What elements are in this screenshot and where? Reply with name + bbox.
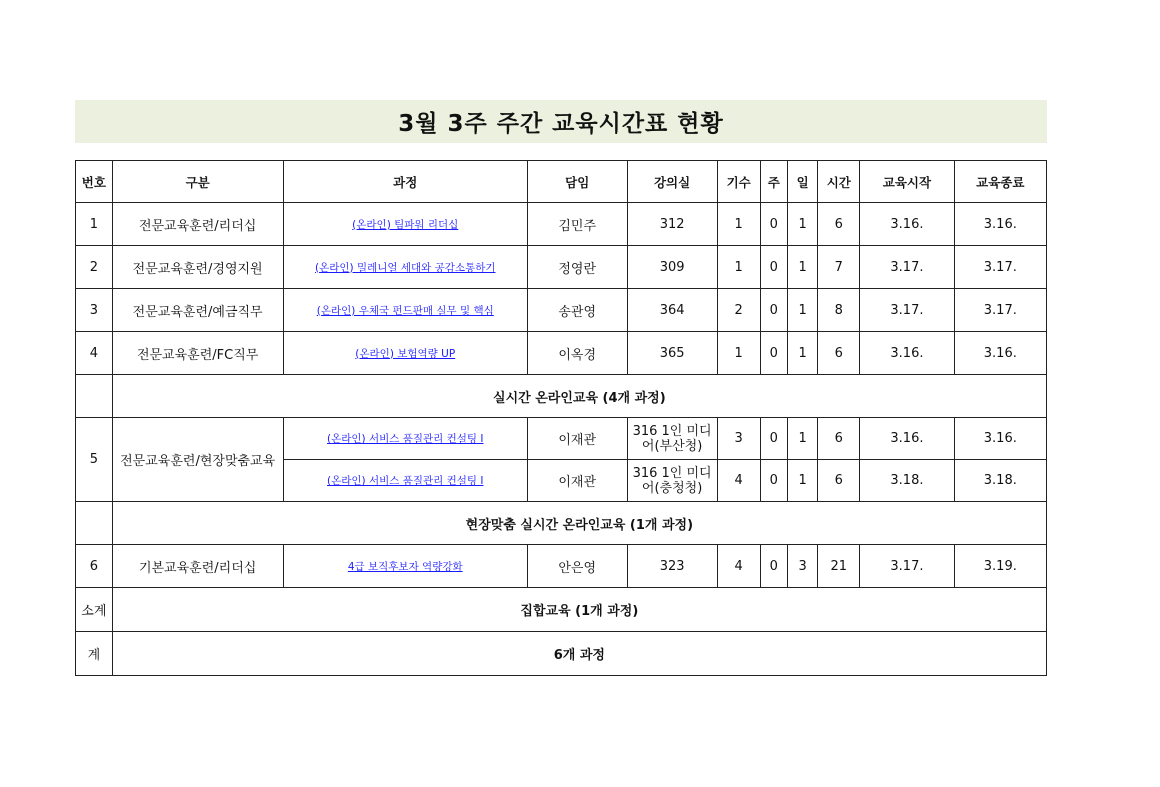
cell-week: 0 xyxy=(760,460,787,502)
cell-no: 6 xyxy=(76,545,113,588)
cell-week: 0 xyxy=(760,203,787,246)
summary-text: 현장맞춤 실시간 온라인교육 (1개 과정) xyxy=(112,502,1046,545)
cell-teacher: 이옥경 xyxy=(527,332,627,375)
cell-category: 전문교육훈련/현장맞춤교육 xyxy=(112,418,283,502)
course-link[interactable]: (온라인) 밀레니얼 세대와 공감소통하기 xyxy=(315,261,496,274)
table-row xyxy=(76,418,1047,460)
cell-course xyxy=(283,460,527,502)
cell-hours: 6 xyxy=(818,332,860,375)
header-cell: 강의실 xyxy=(627,161,717,203)
summary-row xyxy=(76,375,1047,418)
cell-empty xyxy=(76,502,113,545)
cell-start: 3.16. xyxy=(860,203,954,246)
cell-category: 전문교육훈련/예금직무 xyxy=(112,289,283,332)
course-link[interactable]: (온라인) 서비스 품질관리 컨설팅 Ⅰ xyxy=(327,433,484,445)
header-cell: 구분 xyxy=(112,161,283,203)
cell-day: 1 xyxy=(787,203,817,246)
cell-day: 1 xyxy=(787,289,817,332)
header-cell: 주 xyxy=(760,161,787,203)
table-row xyxy=(76,545,1047,588)
cell-teacher: 이재관 xyxy=(527,418,627,460)
header-row xyxy=(76,161,1047,203)
table-row xyxy=(76,246,1047,289)
cell-gen: 4 xyxy=(717,545,760,588)
cell-no: 4 xyxy=(76,332,113,375)
cell-start: 3.16. xyxy=(860,418,954,460)
cell-course xyxy=(283,332,527,375)
cell-day: 1 xyxy=(787,418,817,460)
cell-hours: 21 xyxy=(818,545,860,588)
cell-no: 2 xyxy=(76,246,113,289)
cell-room: 316 1인 미디어(부산청) xyxy=(627,418,717,460)
cell-week: 0 xyxy=(760,289,787,332)
cell-course xyxy=(283,418,527,460)
cell-course xyxy=(283,203,527,246)
header-cell: 기수 xyxy=(717,161,760,203)
course-link[interactable]: (온라인) 서비스 품질관리 컨설팅 Ⅰ xyxy=(327,475,484,487)
subtotal-row xyxy=(76,588,1047,632)
cell-empty xyxy=(76,375,113,418)
cell-end: 3.16. xyxy=(954,332,1046,375)
header-cell: 시간 xyxy=(818,161,860,203)
cell-course xyxy=(283,289,527,332)
cell-end: 3.16. xyxy=(954,418,1046,460)
cell-end: 3.18. xyxy=(954,460,1046,502)
cell-category: 전문교육훈련/FC직무 xyxy=(112,332,283,375)
cell-week: 0 xyxy=(760,332,787,375)
total-label: 계 xyxy=(76,632,113,676)
cell-gen: 1 xyxy=(717,332,760,375)
header-cell: 번호 xyxy=(76,161,113,203)
cell-hours: 6 xyxy=(818,418,860,460)
course-link[interactable]: 4급 보직후보자 역량강화 xyxy=(347,560,463,573)
cell-category: 전문교육훈련/경영지원 xyxy=(112,246,283,289)
cell-hours: 6 xyxy=(818,203,860,246)
cell-course xyxy=(283,246,527,289)
cell-teacher: 김민주 xyxy=(527,203,627,246)
cell-room: 309 xyxy=(627,246,717,289)
total-row xyxy=(76,632,1047,676)
subtotal-label: 소계 xyxy=(76,588,113,632)
cell-day: 1 xyxy=(787,460,817,502)
cell-start: 3.16. xyxy=(860,332,954,375)
summary-row xyxy=(76,502,1047,545)
cell-room: 316 1인 미디어(충청청) xyxy=(627,460,717,502)
total-text: 6개 과정 xyxy=(112,632,1046,676)
subtotal-text: 집합교육 (1개 과정) xyxy=(112,588,1046,632)
cell-gen: 3 xyxy=(717,418,760,460)
cell-gen: 2 xyxy=(717,289,760,332)
cell-no: 5 xyxy=(76,418,113,502)
cell-end: 3.17. xyxy=(954,246,1046,289)
cell-start: 3.17. xyxy=(860,289,954,332)
header-cell: 담임 xyxy=(527,161,627,203)
course-link[interactable]: (온라인) 보험역량 UP xyxy=(355,347,456,360)
cell-category: 전문교육훈련/리더십 xyxy=(112,203,283,246)
cell-teacher: 정영란 xyxy=(527,246,627,289)
course-link[interactable]: (온라인) 우체국 펀드판매 실무 및 핵심 xyxy=(316,304,494,317)
cell-end: 3.19. xyxy=(954,545,1046,588)
summary-text: 실시간 온라인교육 (4개 과정) xyxy=(112,375,1046,418)
table-row xyxy=(76,289,1047,332)
table-row xyxy=(76,203,1047,246)
title-banner xyxy=(75,100,1047,143)
cell-gen: 4 xyxy=(717,460,760,502)
cell-end: 3.17. xyxy=(954,289,1046,332)
header-cell: 교육종료 xyxy=(954,161,1046,203)
cell-room: 312 xyxy=(627,203,717,246)
cell-course xyxy=(283,545,527,588)
table-row xyxy=(76,332,1047,375)
cell-day: 1 xyxy=(787,332,817,375)
schedule-table xyxy=(75,160,1047,676)
cell-no: 1 xyxy=(76,203,113,246)
cell-teacher: 이재관 xyxy=(527,460,627,502)
cell-teacher: 송관영 xyxy=(527,289,627,332)
header-cell: 교육시작 xyxy=(860,161,954,203)
cell-teacher: 안은영 xyxy=(527,545,627,588)
cell-day: 1 xyxy=(787,246,817,289)
cell-week: 0 xyxy=(760,246,787,289)
cell-start: 3.18. xyxy=(860,460,954,502)
cell-gen: 1 xyxy=(717,203,760,246)
cell-start: 3.17. xyxy=(860,246,954,289)
cell-room: 365 xyxy=(627,332,717,375)
course-link[interactable]: (온라인) 팀파워 리더십 xyxy=(352,218,459,231)
header-cell: 과정 xyxy=(283,161,527,203)
cell-week: 0 xyxy=(760,418,787,460)
cell-end: 3.16. xyxy=(954,203,1046,246)
page-title: 3월 3주 주간 교육시간표 현황 xyxy=(398,111,724,137)
cell-day: 3 xyxy=(787,545,817,588)
cell-room: 323 xyxy=(627,545,717,588)
cell-week: 0 xyxy=(760,545,787,588)
cell-room: 364 xyxy=(627,289,717,332)
cell-start: 3.17. xyxy=(860,545,954,588)
cell-hours: 6 xyxy=(818,460,860,502)
header-cell: 일 xyxy=(787,161,817,203)
cell-gen: 1 xyxy=(717,246,760,289)
cell-category: 기본교육훈련/리더십 xyxy=(112,545,283,588)
cell-hours: 8 xyxy=(818,289,860,332)
cell-no: 3 xyxy=(76,289,113,332)
cell-hours: 7 xyxy=(818,246,860,289)
